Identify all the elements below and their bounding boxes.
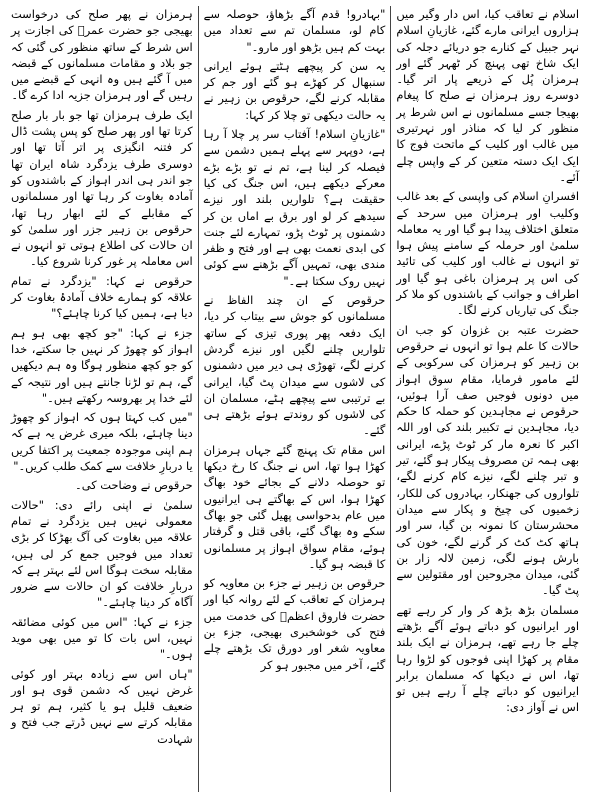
column-middle [199, 6, 392, 792]
paragraph: افسرانِ اسلام کی واپسی کے بعد غالب وکلیب اور ہرمزان میں سرحد کے متعلق اختلاف پیدا ہو گیا اور یہ معاملہ سلمیٰ اور حرملہ کے سامنے پیش ہوا تو انہوں نے غالب اور کلیب کی تائید کی اس پر ہرمزان باغی ہو گیا اور اطراف و جوانب کے باشندوں کو ملا کر جنگ کی تیاریاں کرنے لگا۔ [396, 189, 579, 318]
paragraph: جزء نے کہا: "جو کچھ بھی ہو ہم اہواز کو چھوڑ کر نہیں جا سکتے، خدا کو جو کچھ منظور ہوگا وہ ہم دیکھیں گے، ہم تو لڑنا جانتے ہیں اور نتیجہ کے لئے خدا پر بھروسہ رکھتے ہیں۔" [10, 325, 193, 405]
paragraph: سلمیٰ نے اپنی رائے دی: "حالات معمولی نہیں ہیں یزدگرد نے تمام علاقہ میں بغاوت کی آگ بھڑکا کر بڑی تعداد میں فوجیں جمع کر لی ہیں، مقابلہ سخت ہوگا اس لئے بہتر ہے کہ دربارِ خلافت کو ان حالات سے ضرور آگاہ کر دینا چاہئے۔" [10, 497, 193, 610]
paragraph: جزء نے کہا: "اس میں کوئی مضائقہ نہیں، اس بات کا تو میں بھی موید ہوں۔" [10, 614, 193, 662]
paragraph: "غازیانِ اسلام! آفتاب سر پر چلا آ رہا ہے، دوپہر سے پہلے ہمیں دشمن سے فیصلہ کر لینا ہے، تم نے تو بڑے بڑے معرکے دیکھے ہیں، اس جنگ کی کیا حقیقت ہے؟ تلواریں بلند اور نیزے سیدھے کر لو اور برق بے اماں بن کر دشمنوں پر ٹوٹ پڑو، تمہارے لئے جنت کی ابدی نعمت بھی ہے اور فتح و ظفر مندی بھی، تمہیں آگے بڑھنے سے کوئی نہیں روک سکتا ہے۔" [203, 127, 386, 288]
paragraph: حرقوص نے وضاحت کی۔ [75, 478, 193, 493]
paragraph: "میں کب کہتا ہوں کہ اہواز کو چھوڑ دینا چاہئے، بلکہ میری غرض یہ ہے کہ ہم اپنی موجودہ جمعیت پر اکتفا کریں یا دربارِ خلافت سے کمک طلب کریں۔" [10, 410, 193, 474]
paragraph: حرقوص کے ان چند الفاظ نے مسلمانوں کو جوش سے بیتاب کر دیا، ایک دفعہ پھر پوری تیزی کے ساتھ تلواریں چلنے لگیں اور نیزے گردش کرنے لگے، تھوڑی ہی دیر میں دشمنوں کی لاشوں سے میدان پٹ گیا، ایرانی بے ترتیبی سے پیچھے ہٹے، مسلمان ان کی لاشوں کو روندتے ہوئے بڑھتے ہی گئے۔ [203, 293, 386, 438]
paragraph: حرقوص بن زہیر نے جزء بن معاویہ کو ہرمزان کے تعاقب کے لئے روانہ کیا اور حضرت فاروق اعظمؓ کی خدمت میں فتح کی خوشخبری بھیجی، جزء بن معاویہ شغر اور دورق تک بڑھتے چلے گئے، آخر میں مجبور ہو کر [203, 576, 386, 672]
paragraph: مسلمان بڑھ بڑھ کر وار کر رہے تھے اور ایرانیوں کو دباتے ہوئے آگے بڑھتے چلے جا رہے تھے، ہرمزان نے ایک بلند مقام پر کھڑا اپنی فوجوں کو لڑوا رہا تھا، اس نے دیکھا کہ مسلمان برابر ایرانیوں کو دباتے چلے آ رہے ہیں تو اس نے آواز دی: [396, 602, 579, 715]
paragraph: حضرت عتبہ بن غزوان کو جب ان حالات کا علم ہوا تو انہوں نے حرقوص بن زہیر کو ہرمزان کی سرکوبی کے لئے مامور فرمایا، مقام سوق اہواز میں دونوں فوجیں صف آرا ہوئیں، حرقوص نے مجاہدین کو حملہ کا حکم دیا، مجاہدین نے تکبیر بلند کی اور اللہ اکبر کا نعرہ مار کر ٹوٹ پڑے، ایرانی بھی ہمہ تن مصروف پیکار ہو گئے، تیر و تبر چلنے لگے، نیزے کام کرنے لگے، تلواروں کی جھنکار، بہادروں کی للکار، زخمیوں کی چیخ و پکار سے میدان محشرستان کا نمونہ بن گیا، سر اور ہاتھ کٹ کٹ کر گرنے لگے، خون کی بارش ہونے لگی، زمین لالہ زار بن گئی، میدان مجروحین اور مقتولین سے پٹ گیا۔ [396, 322, 579, 598]
paragraph: یہ سن کر پیچھے ہٹتے ہوئے ایرانی سنبھال کر کھڑے ہو گئے اور جم کر مقابلہ کرنے لگے، حرقوص بن زہیر نے یہ حالت دیکھی تو چلا کر کہا: [203, 58, 386, 122]
paragraph: "ہاں اس سے زیادہ بہتر اور کوئی غرض نہیں کہ دشمن قوی ہو اور ضعیف قلیل ہو یا کثیر، ہم تو ہر مقابلہ کرتے سے نہیں ڈرتے جب فتح و شہادت [10, 666, 193, 746]
column-right [391, 6, 584, 792]
paragraph: ہرمزان نے پھر صلح کی درخواست بھیجی جو حضرت عمرؓ کی اجازت پر اس شرط کے ساتھ منظور کی گئی کہ جو بلاد و مقامات مسلمانوں کے قبضہ میں آ گئے ہیں وہ انہی کے قبضے میں رہیں گے اور ہرمزان جزیہ ادا کرے گا۔ [10, 7, 193, 103]
paragraph: اس مقام تک پہنچ گئے جہاں ہرمزان کھڑا ہوا تھا، اس نے جنگ کا رخ دیکھا تو حوصلہ دلانے کے بجائے خود بھاگ کھڑا ہوا، اس کے بھاگتے ہی ایرانیوں میں عام بدحواسی پھیل گئی جو بھاگ سکے وہ بھاگ گئے، باقی قتل و گرفتار ہوئے، مقام سواق اہواز پر مسلمانوں کا قبضہ ہو گیا۔ [203, 442, 386, 571]
paragraph: اسلام نے تعاقب کیا، اس دار وگیر میں ہزاروں ایرانی مارے گئے، غازیانِ اسلام نہر جبیل کے کنارے جو دریائے دجلہ کی ایک شاخ تھی پہنچ کر ٹھہر گئے اور ہرمزان پُل کے ذریعے پار اتر گیا۔ دوسرے روز ہرمزان نے صلح کا پیغام بھیجا جسے مسلمانوں نے اس شرط پر منظور کر لیا کہ مناذر اور نہرتیری میں غالب اور کلیب کے ماتحت فوج کا ایک ایک دستہ متعین کر کے واپس چلے آئے۔ [396, 7, 579, 184]
paragraph: "بہادرو! قدم آگے بڑھاؤ، حوصلہ سے کام لو، مسلمان تم سے تعداد میں بہت کم ہیں بڑھو اور مارو۔" [203, 7, 386, 54]
paragraph: حرقوص نے کہا: "یزدگرد نے تمام علاقہ کو ہمارے خلاف آمادۂ بغاوت کر دیا ہے، ہمیں کیا کرنا چاہئے؟" [10, 273, 193, 321]
text-columns [6, 6, 584, 792]
column-left [6, 6, 199, 792]
paragraph: ایک طرف ہرمزان تھا جو بار بار صلح کرتا تھا اور پھر صلح کو پس پشت ڈال کر فتنہ انگیزی پر اتر آتا تھا اور دوسری طرف یزدگرد شاہ ایران تھا جو اندر ہی اندر اہواز کے باشندوں کو آمادہ بغاوت کر رہا تھا اور مسلمانوں کے مقابلے کے لئے ابھار رہا تھا، حرقوص بن زہیر جزر اور سلمیٰ کو ان حالات کی اطلاع ہوتی تو انہوں نے اس معاملہ پر غور کرنا شروع کیا۔ [10, 107, 193, 269]
